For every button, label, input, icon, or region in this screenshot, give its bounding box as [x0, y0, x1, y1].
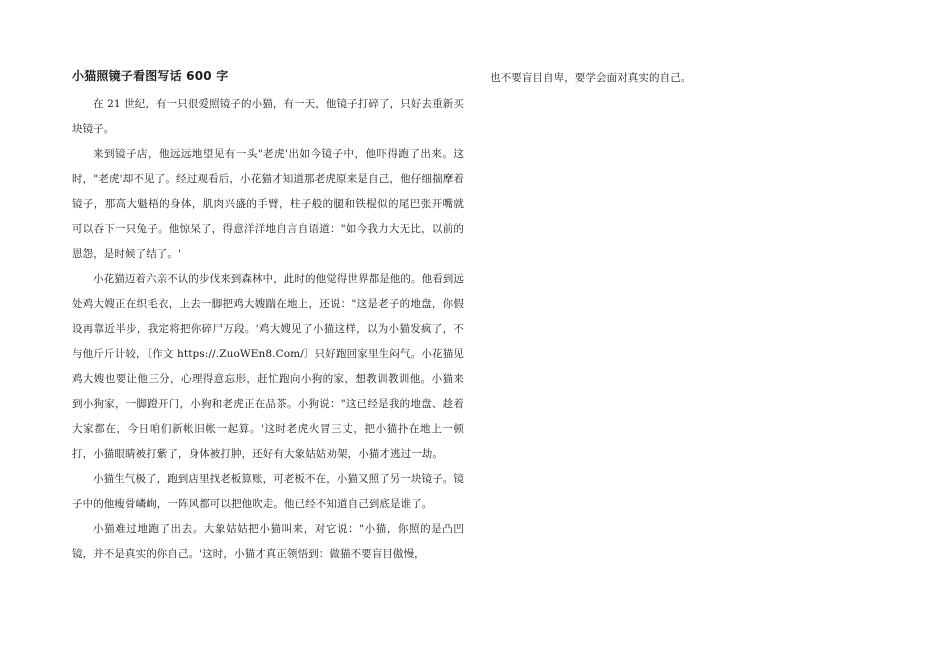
paragraph: 小猫生气极了，跑到店里找老板算账，可老板不在，小猫又照了另一块镜子。镜子中的他瘦骨嶙峋，一阵风都可以把他吹走。他已经不知道自己到底是谁了。: [72, 473, 464, 510]
paragraph: 在 21 世纪，有一只很爱照镜子的小猫，有一天，他镜子打碎了，只好去重新买块镜子。: [72, 98, 464, 135]
paragraph-continuation: 也不要盲目自卑，要学会面对真实的自己。: [490, 72, 692, 84]
paragraph: 小花猫迈着六亲不认的步伐来到森林中，此时的他觉得世界都是他的。他看到远处鸡大嫂正在织毛衣，上去一脚把鸡大嫂踹在地上，还说："这是老子的地盘，你假设再靠近半步，我定将把你碎尸万段。'鸡大嫂见了小猫这样，以为小猫发疯了，不与他斤斤计较，〔作文 https://.ZuoWEn8.Com/〕只好跑回家里生闷气。小花猫见鸡大嫂也要让他三分，心理得意忘形，赶忙跑向小狗的家，想教训教训他。小猫来到小狗家，一脚蹬开门，小狗和老虎正在品茶。小狗说："这已经是我的地盘、趁着大家都在，今日咱们新帐旧帐一起算。'这时老虎火冒三丈，把小猫扑在地上一顿打，小猫眼睛被打紫了，身体被打肿，还好有大象姑姑劝架，小猫才逃过一劫。: [72, 273, 464, 460]
document-title: 小猫照镜子看图写话 600 字: [72, 69, 229, 83]
paragraph: 来到镜子店，他远远地望见有一头"老虎'出如今镜子中，他吓得跑了出来。这时，"老虎'却不见了。经过观看后，小花猫才知道那老虎原来是自己，他仔细揣摩着镜子，那高大魁梧的身体，肌肉兴盛的手臂，柱子般的腿和铁棍似的尾巴张开嘴就可以吞下一只兔子。他惊呆了，得意洋洋地自言自语道："如今我力大无比，以前的恩怨，是时候了结了。': [72, 148, 464, 260]
left-column: [72, 66, 464, 567]
paragraph: 小猫难过地跑了出去。大象姑姑把小猫叫来，对它说："小猫，你照的是凸凹镜，并不是真实的你自己。'这时，小猫才真正领悟到：做猫不要盲目傲慢，: [72, 523, 464, 560]
right-column: [490, 66, 890, 91]
